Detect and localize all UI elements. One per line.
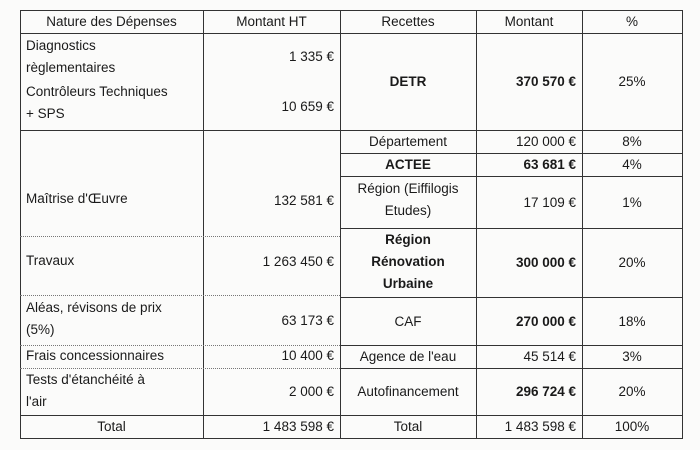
expense-label: Tests d'étanchéité à l'air <box>26 372 145 409</box>
expense-amount: 10 400 € <box>281 348 334 363</box>
receipt-percent: 1% <box>622 194 642 210</box>
receipt-amount: 63 681 € <box>523 157 576 172</box>
expense-amount: 1 263 450 € <box>262 254 334 269</box>
expense-amount: 2 000 € <box>288 384 334 399</box>
total-amount-expenses: 1 483 598 € <box>262 419 334 434</box>
receipt-percent: 20% <box>618 255 646 270</box>
header-percent: % <box>625 13 638 29</box>
expense-label: Maîtrise d'Œuvre <box>26 191 128 206</box>
receipt-label: Autofinancement <box>357 384 459 399</box>
expense-label: Travaux <box>26 253 75 268</box>
total-percent: 100% <box>614 419 650 434</box>
expense-amount: 63 173 € <box>281 313 334 328</box>
receipt-percent: 20% <box>618 384 646 399</box>
border-bottom <box>20 438 683 439</box>
header-montant: Montant <box>504 13 554 29</box>
border-right <box>682 10 683 438</box>
receipt-label: CAF <box>394 313 422 329</box>
receipt-label: Région Rénovation Urbaine <box>371 232 445 291</box>
receipt-percent: 25% <box>618 74 646 89</box>
header-recettes: Recettes <box>381 13 435 29</box>
expense-amount: 1 335 € <box>288 49 334 64</box>
receipt-amount: 270 000 € <box>515 313 576 329</box>
receipt-percent: 8% <box>622 134 642 149</box>
receipt-label: Région (Eiffilogis Etudes) <box>357 181 459 218</box>
receipt-percent: 4% <box>622 157 642 172</box>
receipt-percent: 3% <box>622 349 642 364</box>
receipt-amount: 300 000 € <box>515 255 576 270</box>
expense-divider <box>20 236 340 237</box>
receipt-label: ACTEE <box>385 157 431 172</box>
expense-label: Diagnostics règlementaires <box>26 38 116 75</box>
expense-label: Frais concessionnaires <box>26 348 165 363</box>
header-montant-ht: Montant HT <box>236 13 307 29</box>
expense-divider <box>20 295 340 296</box>
total-label-receipts: Total <box>393 419 423 434</box>
receipt-amount: 120 000 € <box>515 134 576 149</box>
receipt-amount: 45 514 € <box>523 349 576 364</box>
header-nature: Nature des Dépenses <box>46 13 177 29</box>
receipt-amount: 17 109 € <box>523 194 576 210</box>
expense-amount: 132 581 € <box>273 193 334 208</box>
receipt-amount: 370 570 € <box>515 74 576 89</box>
total-amount-receipts: 1 483 598 € <box>504 419 576 434</box>
receipt-label: DETR <box>389 74 427 89</box>
col-divider-1 <box>203 10 204 438</box>
expense-label: Contrôleurs Techniques + SPS <box>26 84 168 121</box>
expense-amount: 10 659 € <box>281 99 334 114</box>
receipt-label: Département <box>368 134 448 149</box>
expense-label: Aléas, révisons de prix (5%) <box>26 300 162 337</box>
receipt-percent: 18% <box>618 313 646 329</box>
receipt-label: Agence de l'eau <box>359 349 457 364</box>
total-label-expenses: Total <box>97 419 126 434</box>
receipt-amount: 296 724 € <box>515 384 576 399</box>
